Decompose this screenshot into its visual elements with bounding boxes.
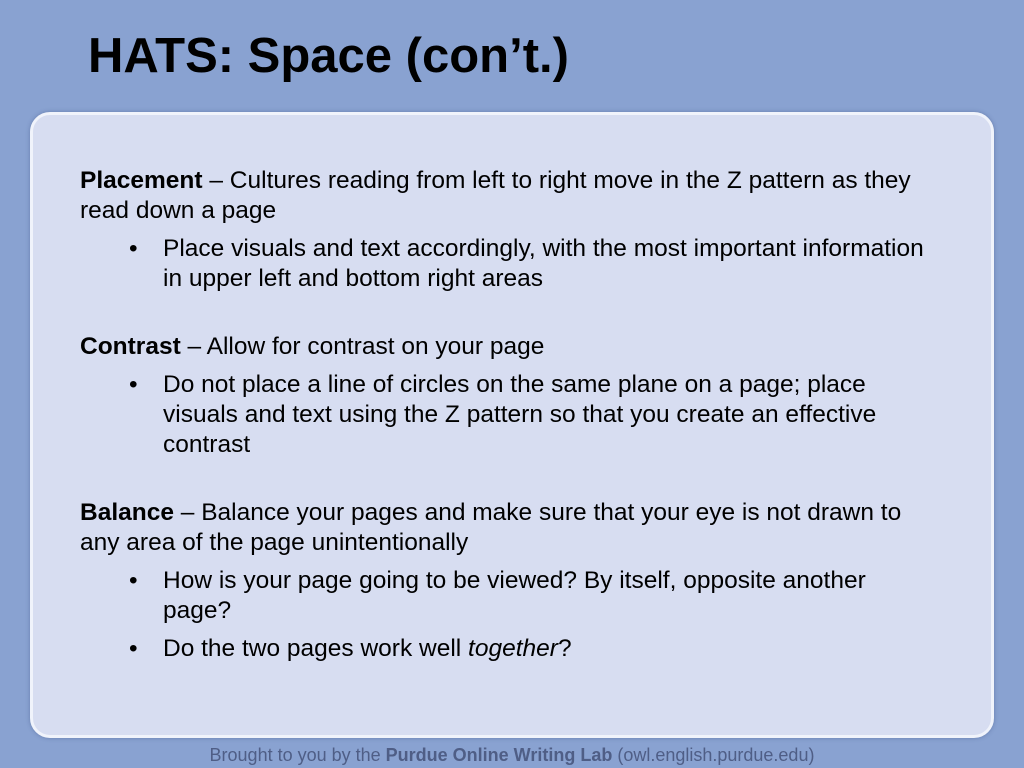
section-term: Contrast: [80, 333, 181, 360]
content-text: [80, 166, 940, 664]
bullet-text: How is your page going to be viewed? By itself, opposite another page?: [163, 567, 866, 624]
section-description: – Balance your pages and make sure that your eye is not drawn to any area of the page unintentionally: [80, 499, 902, 556]
section-intro: [80, 332, 940, 362]
bullet-text: Do not place a line of circles on the same plane on a page; place visuals and text using the Z pattern so that you create an effective contrast: [163, 371, 877, 458]
section-term: Balance: [80, 499, 174, 526]
section-description: – Allow for contrast on your page: [180, 333, 545, 360]
footer-lab-name: Purdue Online Writing Lab: [385, 745, 613, 765]
section-contrast: [80, 332, 940, 460]
bullet-text-after: ?: [557, 635, 572, 662]
bullet-list: [80, 234, 940, 294]
bullet-icon: •: [129, 567, 138, 594]
list-item: [80, 566, 940, 626]
footer-credit: [0, 744, 1024, 766]
section-balance: [80, 498, 940, 664]
list-item: [80, 634, 940, 664]
list-item: [80, 370, 940, 460]
bullet-list: [80, 370, 940, 460]
section-placement: [80, 166, 940, 294]
bullet-list: [80, 566, 940, 664]
section-term: Placement: [80, 167, 203, 194]
bullet-icon: •: [129, 371, 138, 398]
bullet-icon: •: [129, 635, 138, 662]
list-item: [80, 234, 940, 294]
bullet-icon: •: [129, 235, 138, 262]
footer-prefix: Brought to you by the: [209, 745, 386, 765]
section-intro: [80, 166, 940, 226]
slide-title: HATS: Space (con’t.): [88, 29, 569, 83]
bullet-text: Place visuals and text accordingly, with the most important information in upper left and bottom right areas: [163, 235, 924, 292]
section-description: – Cultures reading from left to right move in the Z pattern as they read down a page: [80, 167, 911, 224]
bullet-text-emphasis: together: [468, 635, 558, 662]
section-intro: [80, 498, 940, 558]
footer-suffix: (owl.english.purdue.edu): [612, 745, 815, 765]
bullet-text-before: Do the two pages work well: [163, 635, 469, 662]
